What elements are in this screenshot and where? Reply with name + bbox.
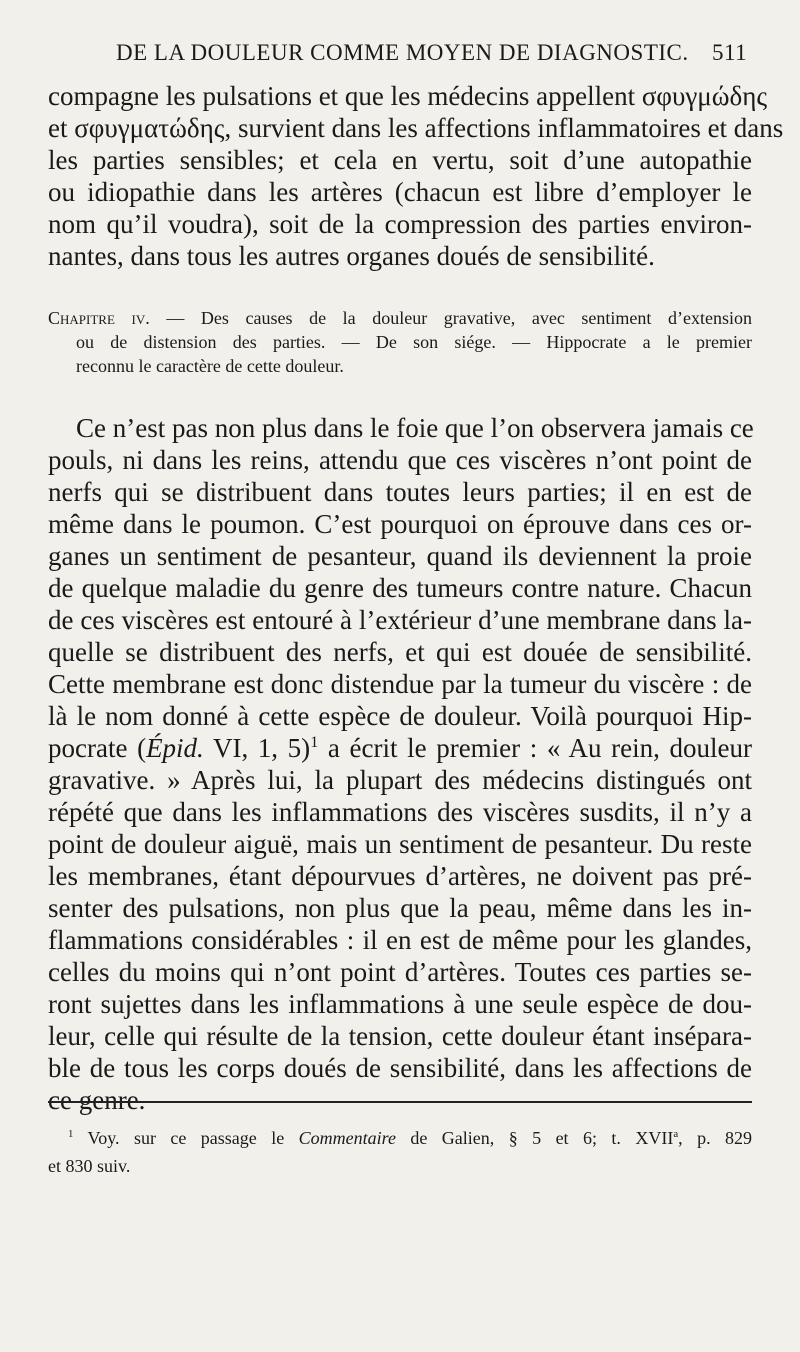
chapter-label: Chapitre iv. — [48, 308, 150, 328]
text-line: ront sujettes dans les inflammations à une seule espèce de dou- — [48, 989, 752, 1019]
text-line: pouls, ni dans les reins, attendu que ces viscères n’ont point de — [48, 445, 752, 475]
footnote-line-2: et 830 suiv. — [48, 1156, 131, 1176]
text-line: et σφυγματώδης, survient dans les affections inflammatoires et dans — [48, 113, 784, 143]
text-line: là le nom donné à cette espèce de douleur. Voilà pourquoi Hip- — [48, 701, 752, 731]
footnote-divider — [48, 1101, 752, 1103]
text-line: gravative. » Après lui, la plupart des médecins distingués ont — [48, 765, 752, 795]
text-line: Cette membrane est donc distendue par la tumeur du viscère : de — [48, 669, 752, 699]
text-line: ce genre. — [48, 1085, 146, 1115]
citation-after: a écrit le premier : « Au rein, douleur — [318, 733, 752, 763]
text-line: compagne les pulsations et que les médecins appellent σφυγμώδης — [48, 81, 768, 111]
paragraph-2 — [48, 412, 752, 1116]
text-line: Ce n’est pas non plus dans le foie que l’on observera jamais ce — [76, 413, 754, 443]
text-line: ganes un sentiment de pesanteur, quand ils deviennent la proie — [48, 541, 752, 571]
chapter-line-1 — [48, 306, 752, 330]
text-line: senter des pulsations, non plus que la peau, même dans les in- — [48, 893, 752, 923]
footnote-after: , p. 829 — [678, 1128, 752, 1148]
citation-line — [48, 732, 752, 764]
text-line: flammations considérables : il en est de même pour les glandes, — [48, 925, 752, 955]
chapter-line-2: ou de distension des parties. — De son siége. — Hippocrate a le premier — [76, 332, 752, 352]
text-line: les parties sensibles; et cela en vertu, soit d’une autopathie — [48, 145, 752, 175]
text-line: de ces viscères est entouré à l’extérieur d’une membrane dans la- — [48, 605, 752, 635]
chapter-line-3: reconnu le caractère de cette douleur. — [76, 356, 344, 376]
text-line: quelle se distribuent des nerfs, et qui est douée de sensibilité. — [48, 637, 752, 667]
chapter-line-1-text: — Des causes de la douleur gravative, avec sentiment d’extension — [149, 308, 752, 328]
footnote-sup: a — [673, 1128, 679, 1140]
text-line: les membranes, étant dépourvues d’artères, ne doivent pas pré- — [48, 861, 752, 891]
text-line: point de douleur aiguë, mais un sentiment de pesanteur. Du reste — [48, 829, 752, 859]
chapter-summary — [48, 306, 752, 378]
citation-ref: VI, 1, 5) — [203, 733, 311, 763]
text-line: répété que dans les inflammations des viscères susdits, il n’y a — [48, 797, 752, 827]
page-number: 511 — [712, 40, 748, 65]
footnote-work: Commentaire — [298, 1128, 396, 1148]
text-line: ble de tous les corps doués de sensibilité, dans les affections de — [48, 1053, 752, 1083]
text-line: leur, celle qui résulte de la tension, cette douleur étant insépara- — [48, 1021, 752, 1051]
footnote-number: 1 — [68, 1128, 74, 1140]
citation-work: Épid. — [146, 733, 204, 763]
text-line: ou idiopathie dans les artères (chacun est libre d’employer le — [48, 177, 752, 207]
text-line: de quelque maladie du genre des tumeurs contre nature. Chacun — [48, 573, 752, 603]
footnote — [48, 1124, 752, 1180]
footnote-middle: de Galien, § 5 et 6; t. XVII — [395, 1128, 674, 1148]
footnote-before: Voy. sur ce passage le — [73, 1128, 299, 1148]
text-line: nantes, dans tous les autres organes doués de sensibilité. — [48, 241, 655, 271]
text-line: nom qu’il voudra), soit de la compression des parties environ- — [48, 209, 752, 239]
text-line: celles du moins qui n’ont point d’artères. Toutes ces parties se- — [48, 957, 752, 987]
text-line: même dans le poumon. C’est pourquoi on éprouve dans ces or- — [48, 509, 752, 539]
citation-before: pocrate ( — [48, 733, 147, 763]
text-line: nerfs qui se distribuent dans toutes leurs parties; il en est de — [48, 477, 752, 507]
footnote-line-1 — [48, 1124, 752, 1152]
footnote-mark[interactable]: 1 — [310, 733, 319, 751]
running-head-title: DE LA DOULEUR COMME MOYEN DE DIAGNOSTIC. — [116, 40, 689, 65]
paragraph-1 — [48, 80, 784, 272]
